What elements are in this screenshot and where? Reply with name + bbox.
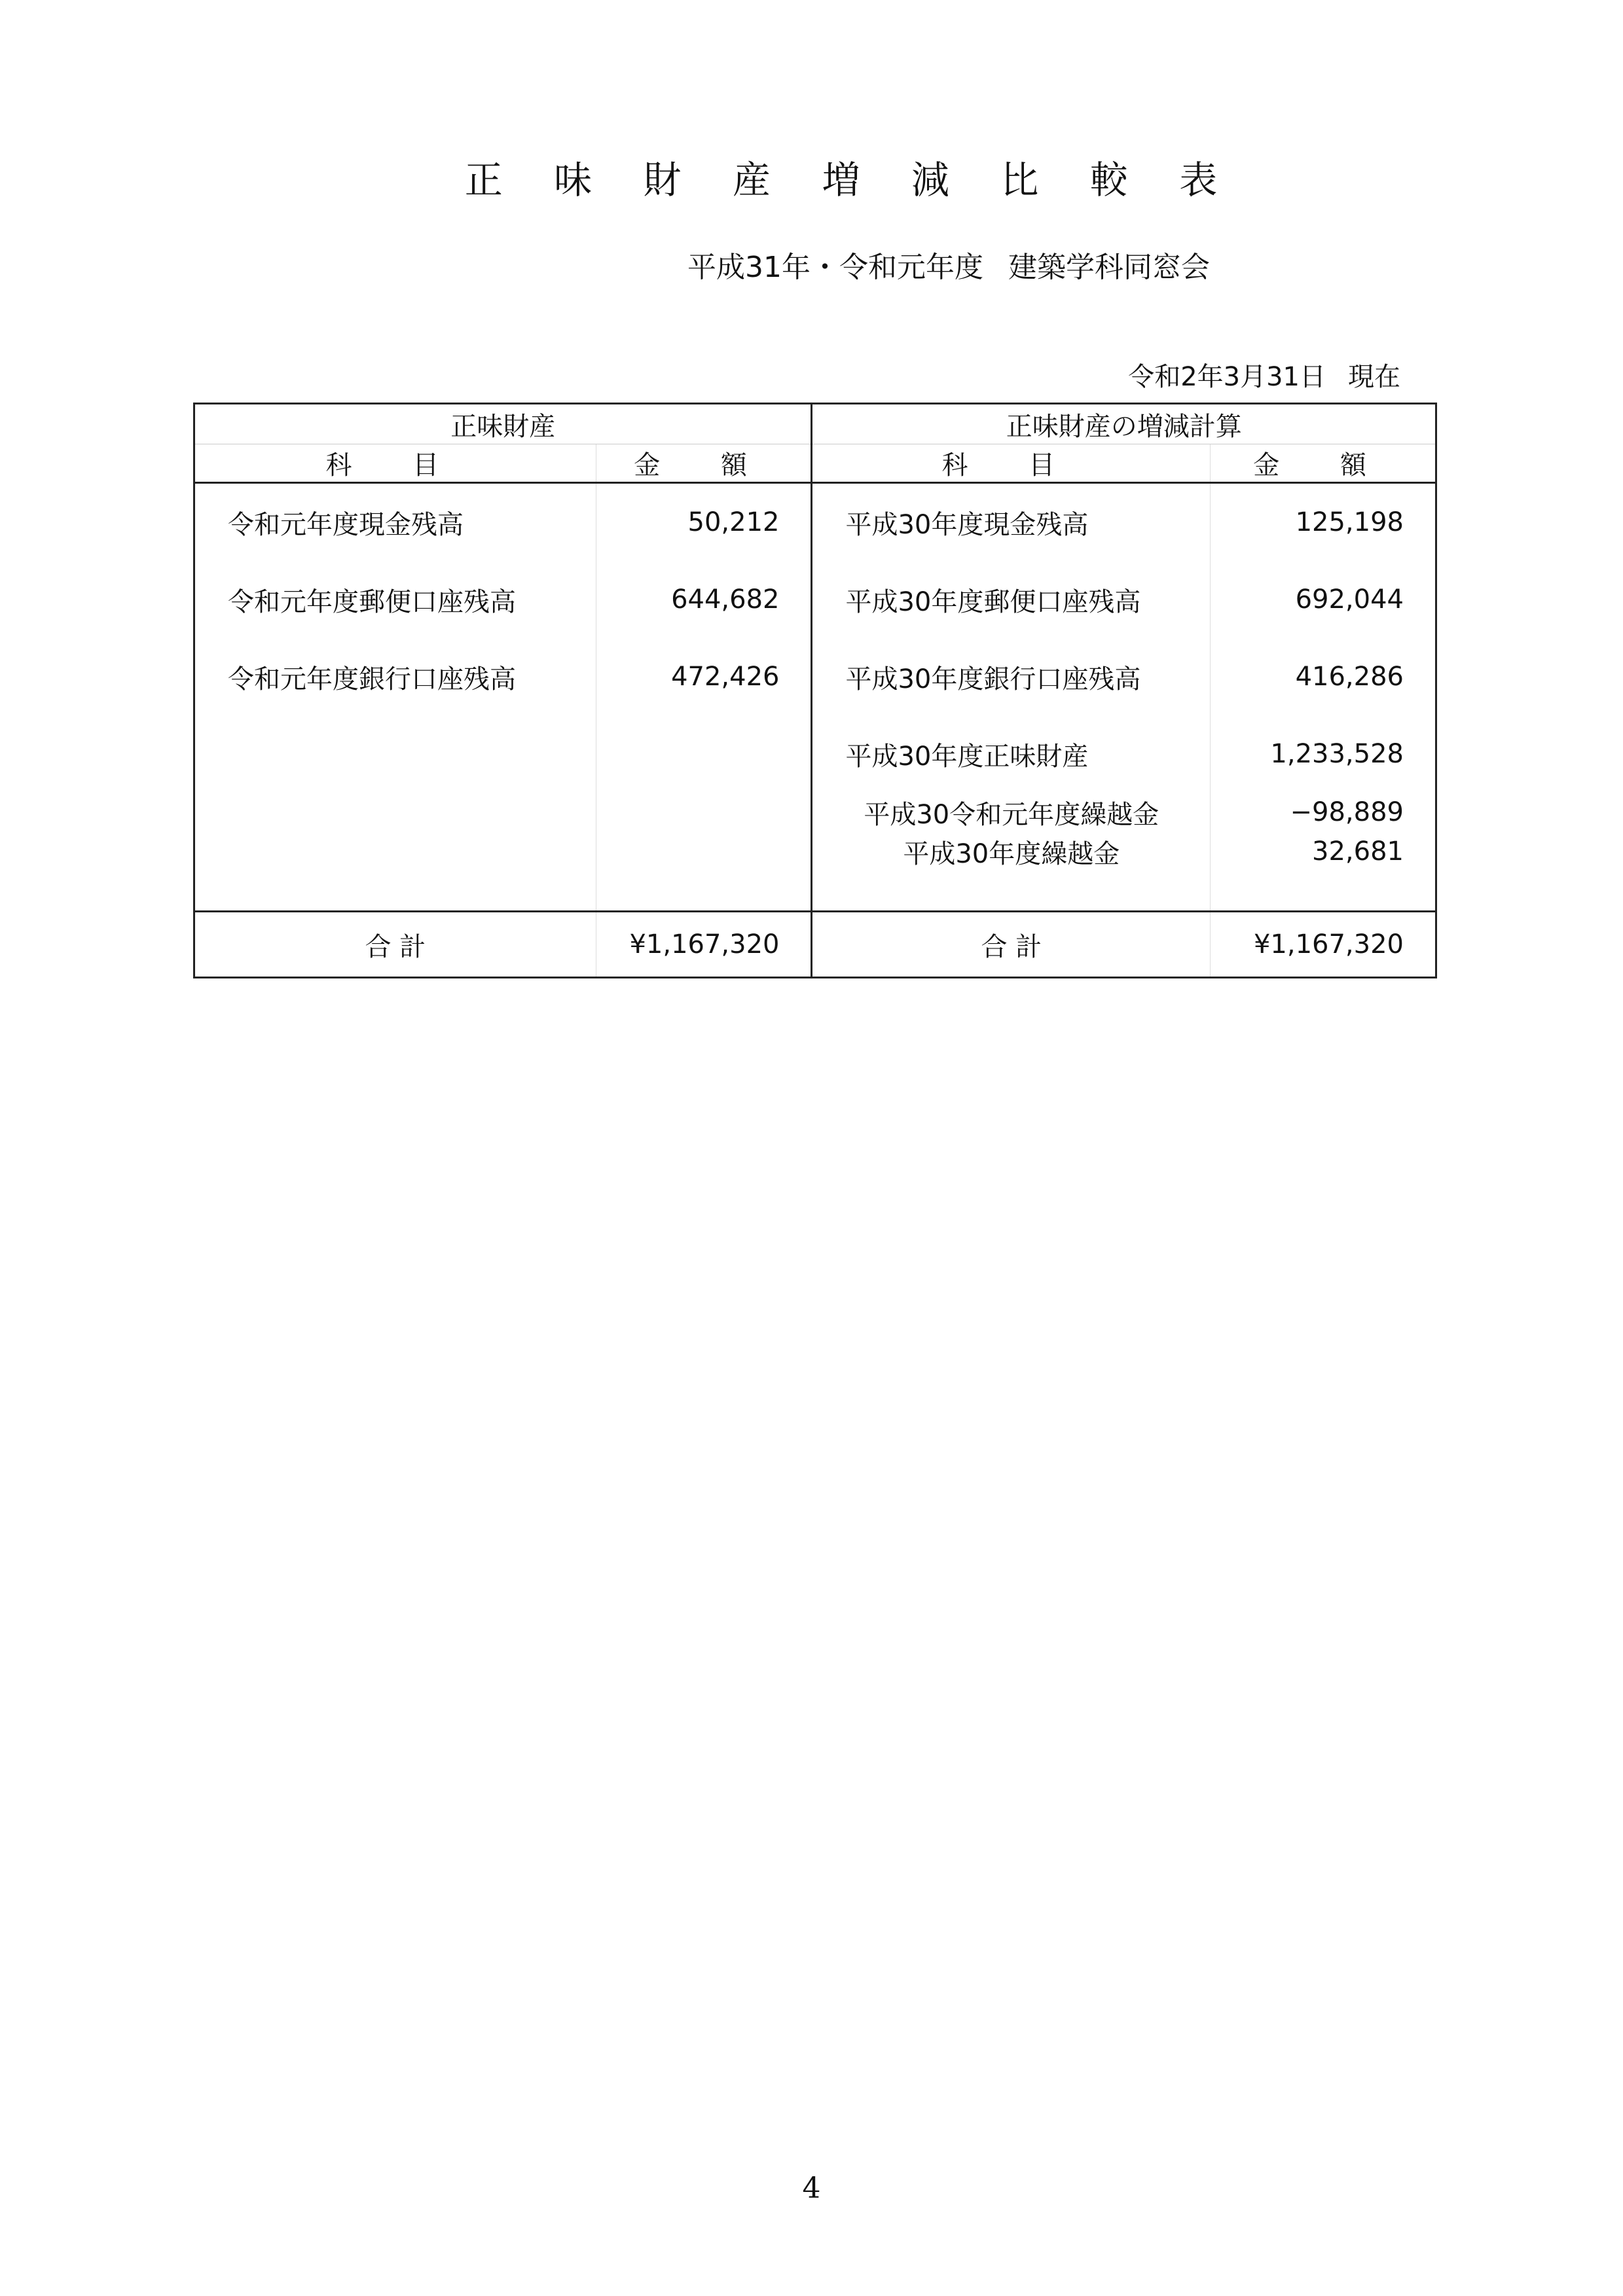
right-amount: 416,286: [1295, 662, 1404, 692]
organization-name: 建築学科同窓会: [1008, 251, 1210, 284]
right-total-amount: ¥1,167,320: [1211, 912, 1436, 978]
as-of-date: [1128, 356, 1400, 393]
page-number: 4: [802, 2172, 821, 2205]
right-item: 平成30年度銀行口座残高: [812, 638, 1211, 715]
empty-cell: [194, 715, 596, 793]
empty-cell: [194, 871, 596, 912]
empty-cell: [596, 832, 812, 871]
table-row: [194, 715, 1436, 793]
total-row: [194, 912, 1436, 978]
right-item: 平成30年度正味財産: [812, 715, 1211, 793]
fiscal-period: 平成31年・令和元年度: [687, 251, 983, 284]
right-amount: 32,681: [1312, 836, 1404, 867]
table-row: [194, 638, 1436, 715]
left-amount: 472,426: [596, 638, 812, 715]
left-item: 令和元年度銀行口座残高: [194, 638, 596, 715]
table-row: [194, 793, 1436, 832]
net-assets-comparison-table: [193, 403, 1437, 978]
table-row: [194, 832, 1436, 871]
left-total-amount: ¥1,167,320: [596, 912, 812, 978]
table-row: [194, 483, 1436, 562]
left-section-title: 正味財産: [194, 404, 812, 444]
left-col-amount-header: 金 額: [596, 444, 812, 483]
as-of-date-value: 令和2年3月31日: [1128, 362, 1326, 392]
left-item: 令和元年度郵便口座残高: [194, 561, 596, 638]
right-amount: −98,889: [1290, 797, 1404, 827]
table-row: [194, 561, 1436, 638]
as-of-label: 現在: [1348, 362, 1400, 392]
right-amount: 1,233,528: [1270, 739, 1404, 769]
document-title: 正 味 財 産 増 減 比 較 表: [464, 158, 1237, 202]
right-section-title: 正味財産の増減計算: [812, 404, 1436, 444]
empty-cell: [194, 793, 596, 832]
spacer-row: [194, 871, 1436, 912]
column-header-row: [194, 444, 1436, 483]
right-item: 平成30年度現金残高: [812, 483, 1211, 562]
subtitle: [687, 243, 1210, 285]
empty-cell: [596, 793, 812, 832]
left-amount: 644,682: [596, 561, 812, 638]
right-amount: 125,198: [1295, 507, 1404, 537]
left-total-label: 合 計: [194, 912, 596, 978]
right-item: 平成30令和元年度繰越金: [812, 793, 1211, 832]
right-col-amount-header: 金 額: [1211, 444, 1436, 483]
section-header-row: [194, 404, 1436, 444]
right-total-label: 合 計: [812, 912, 1211, 978]
right-col-item-header: 科 目: [812, 444, 1211, 483]
empty-cell: [1211, 871, 1436, 912]
right-item: 平成30年度郵便口座残高: [812, 561, 1211, 638]
empty-cell: [596, 871, 812, 912]
empty-cell: [812, 871, 1211, 912]
left-col-item-header: 科 目: [194, 444, 596, 483]
empty-cell: [596, 715, 812, 793]
left-item: 令和元年度現金残高: [194, 483, 596, 562]
right-item: 平成30年度繰越金: [812, 832, 1211, 871]
left-amount: 50,212: [596, 483, 812, 562]
right-amount: 692,044: [1295, 584, 1404, 615]
empty-cell: [194, 832, 596, 871]
